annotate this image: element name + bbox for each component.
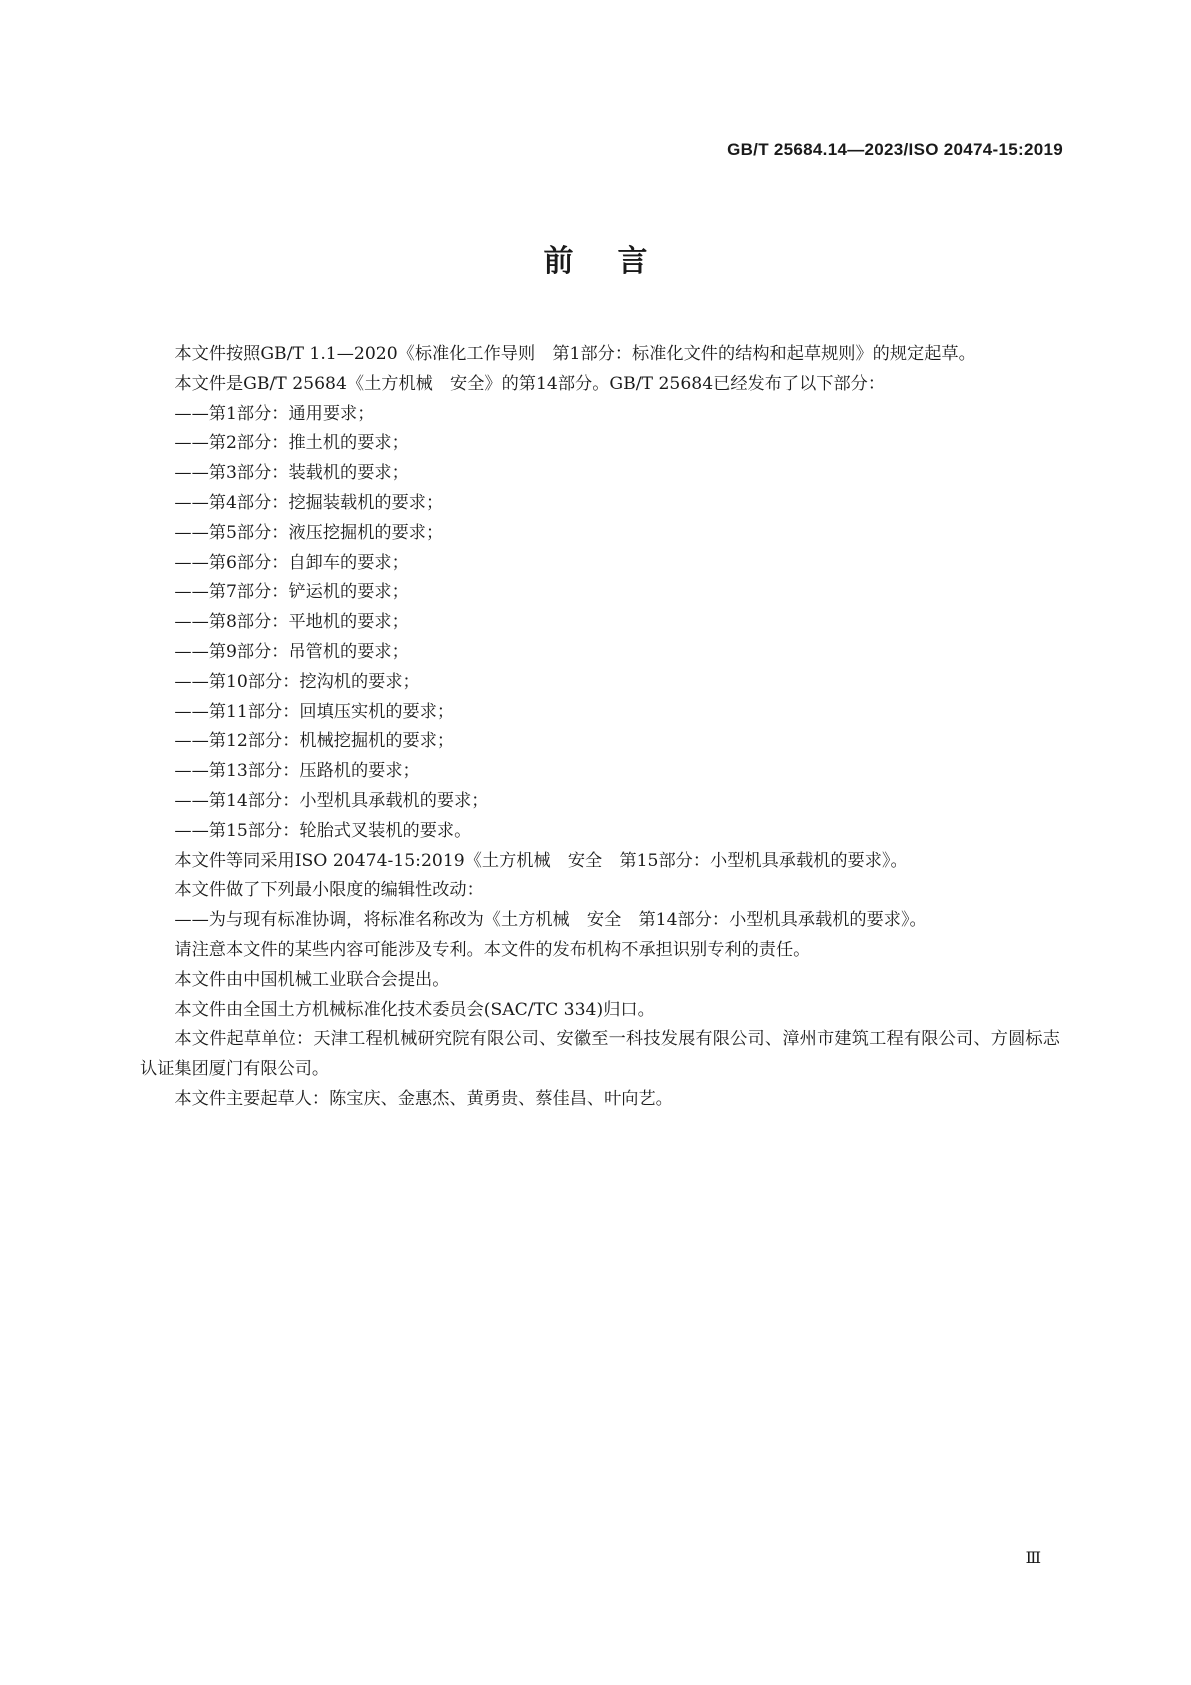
foreword-body — [140, 340, 1060, 1115]
list-item: ——第1部分：通用要求； — [174, 403, 375, 424]
list-item: ——第9部分：吊管机的要求； — [174, 641, 409, 662]
paragraph-drafting-organizations: 本文件起草单位：天津工程机械研究院有限公司、安徽至一科技发展有限公司、漳州市建筑工程有限公司、方圆标志认证集团厦门有限公司。 — [140, 1029, 1060, 1080]
list-item: ——第13部分：压路机的要求； — [174, 761, 420, 782]
list-item: ——第8部分：平地机的要求； — [174, 612, 409, 633]
paragraph-committee: 本文件由全国土方机械标准化技术委员会(SAC/TC 334)归口。 — [174, 999, 655, 1020]
paragraph-editorial-changes: 本文件做了下列最小限度的编辑性改动： — [174, 880, 484, 901]
paragraph-drafters: 本文件主要起草人：陈宝庆、金惠杰、黄勇贵、蔡佳昌、叶向艺。 — [174, 1088, 673, 1109]
paragraph-series-intro: 本文件是GB/T 25684《土方机械 安全》的第14部分。GB/T 25684已经发布了以下部分： — [174, 373, 886, 394]
list-item: ——第2部分：推土机的要求； — [174, 433, 409, 454]
list-item: ——第4部分：挖掘装载机的要求； — [174, 492, 444, 513]
list-item: ——第3部分：装载机的要求； — [174, 463, 409, 484]
page-number: Ⅲ — [1025, 1548, 1041, 1567]
list-item: ——第10部分：挖沟机的要求； — [174, 671, 420, 692]
standard-code-header: GB/T 25684.14—2023/ISO 20474-15:2019 — [727, 140, 1063, 159]
paragraph-identical-adoption: 本文件等同采用ISO 20474-15:2019《土方机械 安全 第15部分：小型机具承载机的要求》。 — [174, 850, 908, 871]
paragraph-patent-notice: 请注意本文件的某些内容可能涉及专利。本文件的发布机构不承担识别专利的责任。 — [174, 939, 811, 960]
paragraph-drafting-rules: 本文件按照GB/T 1.1—2020《标准化工作导则 第1部分：标准化文件的结构和起草规则》的规定起草。 — [174, 344, 976, 364]
list-item: ——第6部分：自卸车的要求； — [174, 552, 409, 573]
list-item: ——第7部分：铲运机的要求； — [174, 582, 409, 603]
paragraph-title-change: ——为与现有标准协调，将标准名称改为《土方机械 安全 第14部分：小型机具承载机的要求》。 — [174, 910, 927, 931]
list-item: ——第11部分：回填压实机的要求； — [174, 701, 455, 722]
paragraph-proposer: 本文件由中国机械工业联合会提出。 — [174, 969, 450, 990]
list-item: ——第12部分：机械挖掘机的要求； — [174, 731, 455, 752]
parts-list — [140, 400, 1060, 847]
page-title: 前言 — [543, 244, 692, 279]
list-item: ——第15部分：轮胎式叉装机的要求。 — [174, 820, 472, 841]
list-item: ——第5部分：液压挖掘机的要求； — [174, 522, 444, 543]
list-item: ——第14部分：小型机具承载机的要求； — [174, 790, 489, 811]
